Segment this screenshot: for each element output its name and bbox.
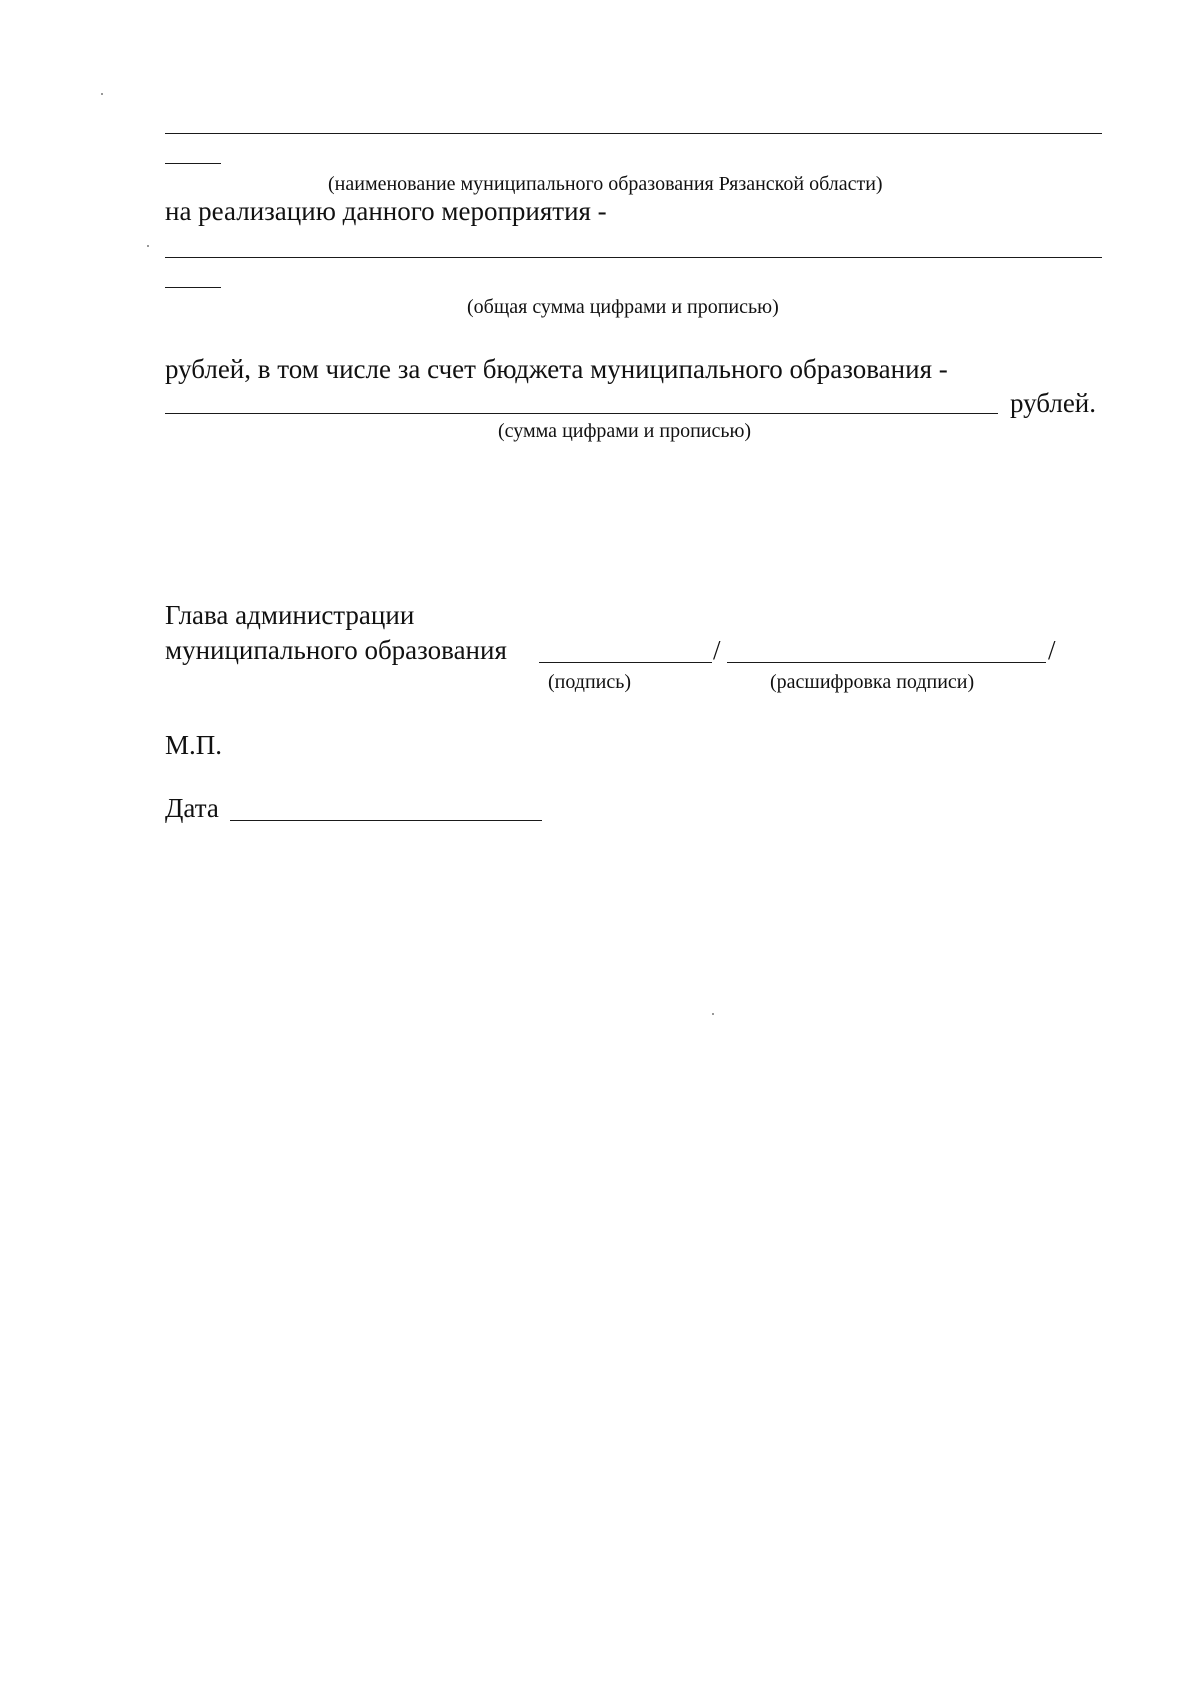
scan-speck — [147, 245, 149, 247]
decoding-caption: (расшифровка подписи) — [770, 671, 975, 693]
total-sum-caption: (общая сумма цифрами и прописью) — [467, 296, 779, 318]
head-title-line2: муниципального образования — [165, 635, 507, 665]
signature-closing-slash: / — [1048, 635, 1056, 665]
municipal-budget-sum-line[interactable] — [165, 413, 998, 414]
municipality-name-line[interactable] — [165, 133, 1102, 134]
total-sum-line-continuation — [165, 287, 221, 288]
municipality-caption: (наименование муниципального образования Рязанской области) — [328, 173, 883, 195]
scan-speck — [712, 1013, 714, 1015]
head-title-line1: Глава администрации — [165, 600, 415, 630]
rubles-suffix: рублей. — [1010, 388, 1097, 418]
total-sum-line[interactable] — [165, 257, 1102, 258]
event-funding-text: на реализацию данного мероприятия - — [165, 196, 607, 226]
sum-caption: (сумма цифрами и прописью) — [498, 420, 752, 442]
signature-caption: (подпись) — [548, 671, 632, 693]
signature-line[interactable] — [539, 662, 712, 663]
municipality-name-line-continuation — [165, 163, 221, 164]
scan-speck — [101, 93, 103, 95]
signature-decoding-line[interactable] — [727, 662, 1046, 663]
signature-separator: / — [713, 635, 721, 665]
seal-label: М.П. — [165, 730, 223, 760]
date-line[interactable] — [230, 820, 542, 821]
municipal-budget-text: рублей, в том числе за счет бюджета муниципального образования - — [165, 354, 948, 384]
date-label: Дата — [165, 793, 219, 823]
